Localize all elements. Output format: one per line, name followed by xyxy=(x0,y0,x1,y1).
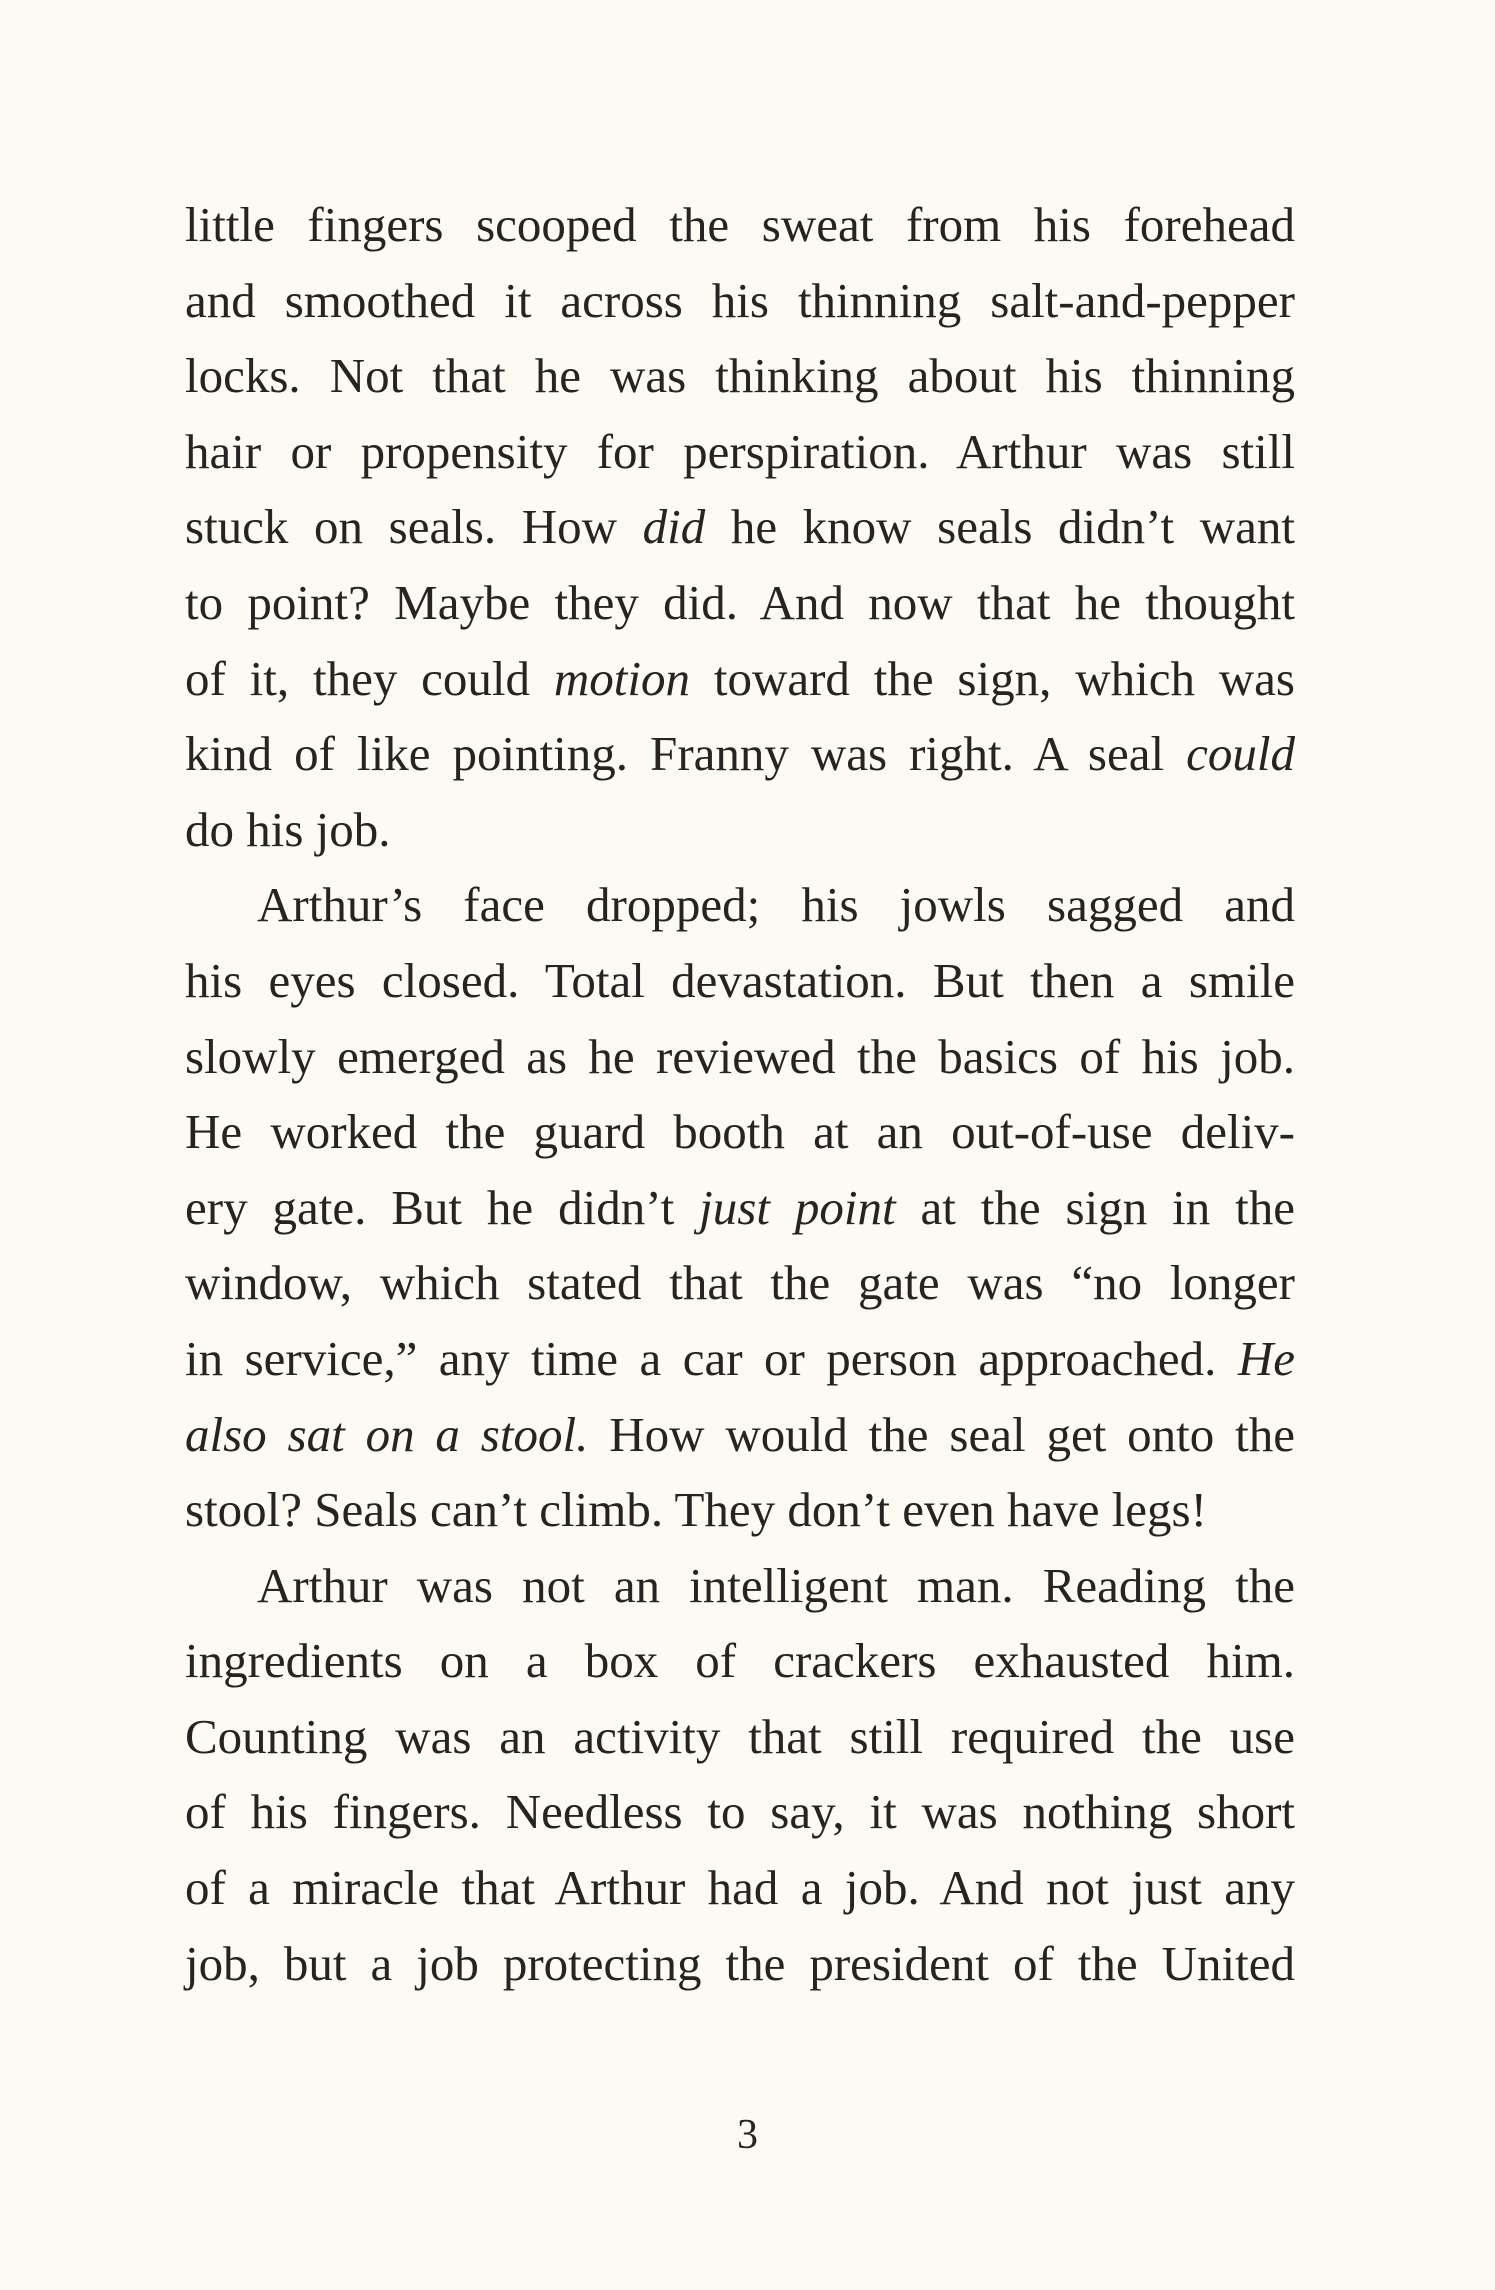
text-run: kind of like pointing. Franny was right. A seal xyxy=(185,726,1187,782)
text-line xyxy=(185,792,1295,868)
italic-text: could xyxy=(1186,726,1295,782)
text-line xyxy=(185,1623,1295,1699)
text-run: window, which stated that the gate was “no longer xyxy=(185,1255,1295,1311)
text-run: slowly emerged as he reviewed the basics of his job. xyxy=(185,1028,1295,1084)
text-line xyxy=(185,1472,1295,1548)
text-line xyxy=(185,1019,1295,1095)
text-line xyxy=(185,263,1295,339)
text-line xyxy=(185,414,1295,490)
text-run: stool? Seals can’t climb. They don’t even have legs! xyxy=(185,1482,1207,1538)
text-line xyxy=(185,1699,1295,1775)
text-line xyxy=(185,1397,1295,1473)
paragraph xyxy=(185,1548,1295,2002)
text-run: Arthur was not an intelligent man. Reading the xyxy=(257,1557,1295,1613)
text-run: How would the seal get onto the xyxy=(588,1406,1295,1462)
italic-text: motion xyxy=(553,650,690,706)
text-line xyxy=(185,187,1295,263)
text-run: locks. Not that he was thinking about his thinning xyxy=(185,348,1295,404)
text-run: to point? Maybe they did. And now that he thought xyxy=(185,574,1295,630)
italic-text: just point xyxy=(699,1179,896,1235)
text-line xyxy=(185,1548,1295,1624)
text-line xyxy=(185,1094,1295,1170)
text-run: of his fingers. Needless to say, it was nothing short xyxy=(185,1784,1295,1840)
text-run: toward the sign, which was xyxy=(690,650,1295,706)
text-line xyxy=(185,489,1295,565)
text-run: job, but a job protecting the president of the United xyxy=(185,1935,1295,1991)
text-run: at the sign in the xyxy=(895,1179,1295,1235)
text-line xyxy=(185,1926,1295,2002)
page-number: 3 xyxy=(737,2112,758,2158)
text-line xyxy=(185,1850,1295,1926)
italic-text: did xyxy=(642,499,706,555)
paragraph xyxy=(185,187,1295,867)
text-run: Arthur’s face dropped; his jowls sagged and xyxy=(257,877,1295,933)
text-run: and smoothed it across his thinning salt-and-pepper xyxy=(185,272,1295,328)
text-line xyxy=(185,1774,1295,1850)
text-line xyxy=(185,1245,1295,1321)
text-run: do his job. xyxy=(185,801,391,857)
text-line xyxy=(185,338,1295,414)
text-run: his eyes closed. Total devastation. But then a smile xyxy=(185,952,1295,1008)
text-line xyxy=(185,716,1295,792)
paragraph xyxy=(185,867,1295,1547)
text-line xyxy=(185,1170,1295,1246)
text-run: hair or propensity for perspiration. Arthur was still xyxy=(185,423,1295,479)
text-line xyxy=(185,1321,1295,1397)
text-run: ingredients on a box of crackers exhausted him. xyxy=(185,1633,1295,1689)
text-run: in service,” any time a car or person approached. xyxy=(185,1330,1238,1386)
text-run: of a miracle that Arthur had a job. And not just any xyxy=(185,1860,1295,1916)
text-line xyxy=(185,641,1295,717)
text-run: he know seals didn’t want xyxy=(705,499,1295,555)
text-line xyxy=(185,565,1295,641)
text-run: stuck on seals. How xyxy=(185,499,643,555)
italic-text: He xyxy=(1237,1330,1295,1386)
italic-text: also sat on a stool. xyxy=(185,1406,589,1462)
text-line xyxy=(185,943,1295,1019)
text-line xyxy=(185,867,1295,943)
text-run: He worked the guard booth at an out-of-use deliv- xyxy=(185,1104,1295,1160)
text-run: of it, they could xyxy=(185,650,554,706)
text-run: Counting was an activity that still required the use xyxy=(185,1708,1295,1764)
text-run: ery gate. But he didn’t xyxy=(185,1179,700,1235)
body-text xyxy=(185,187,1295,2001)
text-run: little fingers scooped the sweat from his forehead xyxy=(185,197,1295,252)
